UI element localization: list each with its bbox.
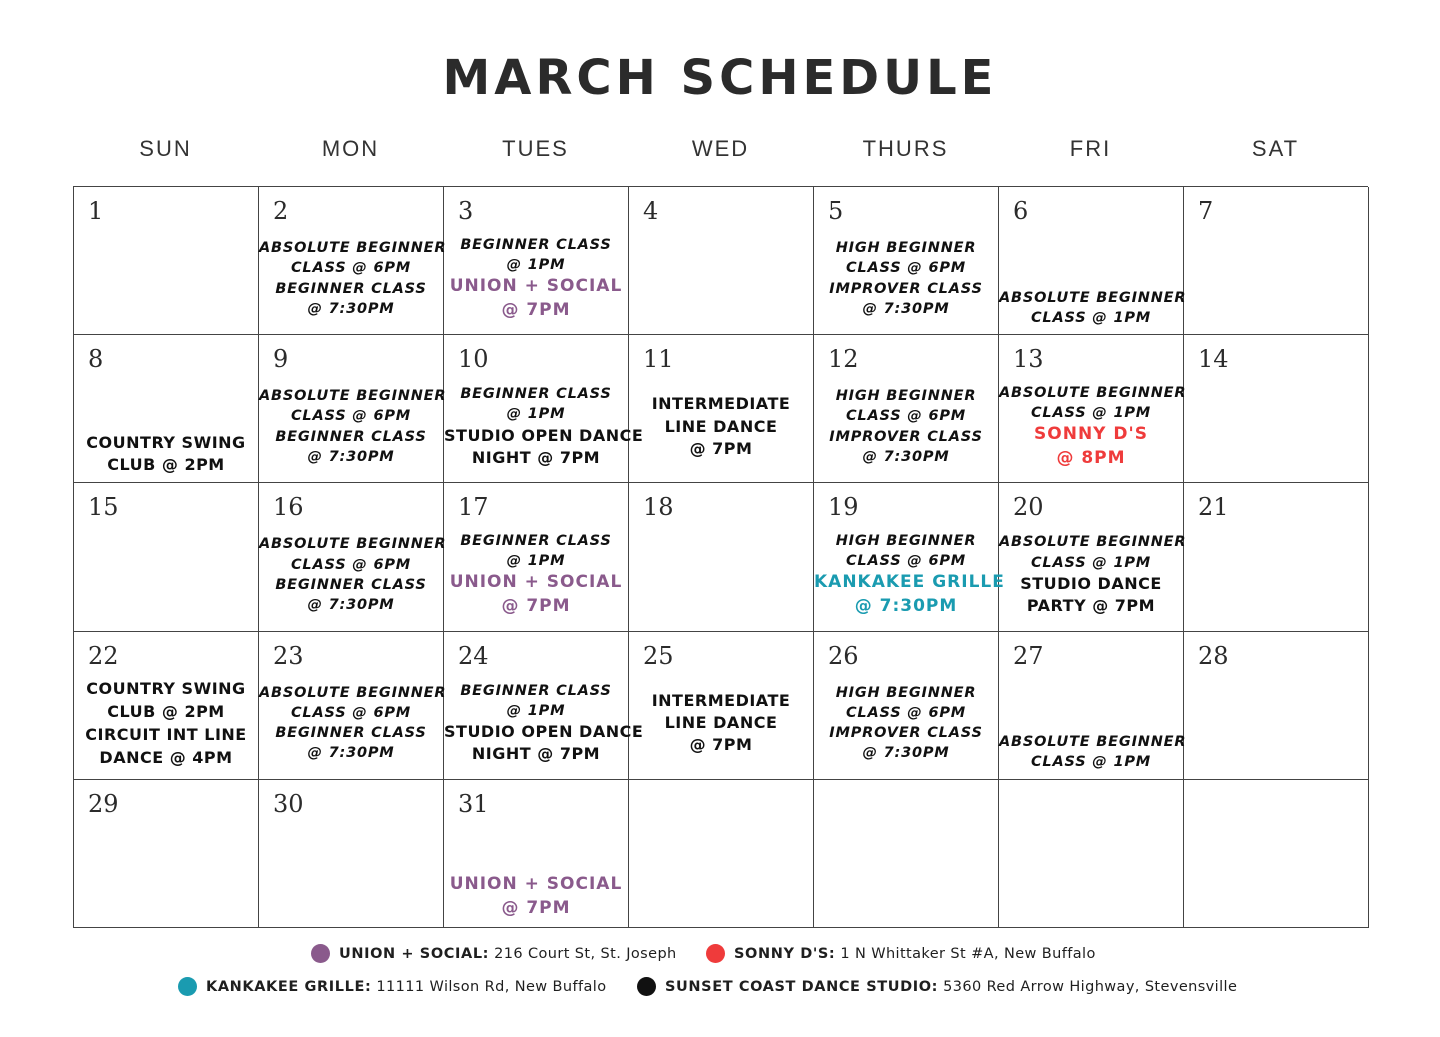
event-text-line: IMPROVER CLASS <box>829 725 983 742</box>
event-studio <box>74 677 258 770</box>
legend-venue-address: 1 N Whittaker St #A, New Buffalo <box>840 945 1096 962</box>
event-text-line: @ 7PM <box>501 898 571 919</box>
event-text-line: CLASS @ 6PM <box>290 260 411 277</box>
event-text-line: UNION + SOCIAL <box>449 572 623 593</box>
event-text-line: CLASS @ 6PM <box>845 704 966 721</box>
day-cell-17 <box>444 483 629 631</box>
day-events <box>444 223 628 334</box>
dow-sun: SUN <box>139 136 192 161</box>
day-events <box>74 519 258 630</box>
dow-fri: FRI <box>1069 136 1112 161</box>
day-events <box>1184 668 1368 779</box>
event-studio <box>999 732 1187 773</box>
event-studio <box>74 432 258 477</box>
day-events <box>74 371 258 482</box>
event-text-line: PARTY @ 7PM <box>1026 596 1156 616</box>
legend-item-studio <box>637 977 1237 996</box>
union-dot-icon <box>311 944 330 963</box>
legend-venue-name: KANKAKEE GRILLE: <box>206 978 372 995</box>
dow-tues: TUES <box>502 136 569 161</box>
day-number: 3 <box>458 197 474 225</box>
event-studio <box>999 288 1187 329</box>
day-of-week-header <box>73 136 1368 166</box>
day-number: 20 <box>1013 493 1044 522</box>
event-studio <box>814 386 998 467</box>
event-text-line: ABSOLUTE BEGINNER <box>259 684 447 701</box>
day-cell-20 <box>999 483 1187 631</box>
day-cell-12 <box>814 335 999 483</box>
event-text-line: BEGINNER CLASS <box>460 682 612 699</box>
legend-venue-name: SONNY D'S: <box>734 945 836 962</box>
day-events <box>444 816 628 927</box>
event-text-line: COUNTRY SWING <box>86 432 246 452</box>
event-studio <box>814 531 998 572</box>
day-cell-26 <box>814 632 999 780</box>
day-events <box>999 816 1183 927</box>
day-number: 31 <box>458 789 489 818</box>
day-cell-24 <box>444 632 644 780</box>
event-text-line: INTERMEDIATE <box>651 394 791 414</box>
day-number: 19 <box>828 493 859 522</box>
event-text-line: BEGINNER CLASS <box>460 532 612 549</box>
day-events <box>629 816 813 927</box>
event-union <box>444 275 628 323</box>
day-events <box>814 816 998 927</box>
event-text-line: STUDIO OPEN DANCE <box>444 722 644 742</box>
day-number: 30 <box>273 789 304 818</box>
event-text-line: ABSOLUTE BEGINNER <box>999 734 1187 751</box>
event-text-line: LINE DANCE <box>664 416 778 436</box>
legend-item-sonny <box>706 944 1096 963</box>
day-number: 12 <box>828 345 859 374</box>
day-events <box>1184 519 1368 630</box>
dow-sat: SAT <box>1251 136 1300 161</box>
day-events <box>629 519 813 630</box>
day-events <box>259 371 447 482</box>
day-cell-11 <box>629 335 814 483</box>
event-text-line: BEGINNER CLASS <box>460 236 612 253</box>
event-text-line: CLASS @ 1PM <box>1030 554 1151 571</box>
day-number: 9 <box>273 345 289 374</box>
event-text-line: ABSOLUTE BEGINNER <box>999 289 1187 306</box>
day-number: 10 <box>458 345 489 374</box>
day-number: 26 <box>828 641 859 670</box>
day-cell-7 <box>1184 187 1369 335</box>
event-text-line: @ 7:30PM <box>307 597 395 614</box>
day-cell-19 <box>814 483 1005 631</box>
day-events <box>814 371 998 482</box>
page-title: MARCH SCHEDULE <box>442 50 998 106</box>
day-cell-28 <box>1184 632 1369 780</box>
kankakee-dot-icon <box>178 977 197 996</box>
event-text-line: CLASS @ 6PM <box>845 553 966 570</box>
event-studio <box>444 721 644 766</box>
legend-item-union <box>311 944 677 963</box>
event-text-line: DANCE @ 4PM <box>99 748 233 768</box>
event-text-line: @ 7:30PM <box>862 745 950 762</box>
day-number: 6 <box>1013 197 1029 225</box>
sonny-dot-icon <box>706 944 725 963</box>
event-text-line: HIGH BEGINNER <box>835 388 977 405</box>
event-text-line: ABSOLUTE BEGINNER <box>999 534 1187 551</box>
event-studio <box>814 238 998 319</box>
day-events <box>444 371 644 482</box>
event-text-line: KANKAKEE GRILLE <box>814 572 1005 593</box>
event-text-line: STUDIO DANCE <box>1020 573 1162 593</box>
event-text-line: CLASS @ 6PM <box>845 260 966 277</box>
event-text-line: @ 7:30PM <box>307 449 395 466</box>
day-number: 29 <box>88 789 119 818</box>
event-text-line: CLASS @ 6PM <box>845 408 966 425</box>
event-text-line: IMPROVER CLASS <box>829 428 983 445</box>
day-cell-30 <box>259 780 444 928</box>
event-text-line: BEGINNER CLASS <box>460 386 612 403</box>
event-studio <box>259 238 447 319</box>
event-text-line: @ 8PM <box>1056 448 1126 469</box>
legend-venue-address: 5360 Red Arrow Highway, Stevensville <box>943 978 1238 995</box>
event-text-line: COUNTRY SWING <box>86 678 246 698</box>
day-number: 7 <box>1198 197 1214 225</box>
day-events <box>259 668 447 779</box>
event-text-line: NIGHT @ 7PM <box>471 448 601 468</box>
event-text-line: @ 7PM <box>689 735 753 755</box>
day-events <box>1184 816 1368 927</box>
day-number: 16 <box>273 493 304 522</box>
event-text-line: CLASS @ 1PM <box>1030 754 1151 771</box>
day-number: 8 <box>88 345 104 374</box>
event-text-line: ABSOLUTE BEGINNER <box>259 536 447 553</box>
day-events <box>1184 223 1368 334</box>
dow-thurs: THURS <box>862 136 949 161</box>
legend-venue-address: 11111 Wilson Rd, New Buffalo <box>376 978 607 995</box>
day-cell-22 <box>74 632 259 780</box>
event-studio <box>999 573 1183 618</box>
event-text-line: BEGINNER CLASS <box>275 280 427 297</box>
event-text-line: UNION + SOCIAL <box>449 276 623 297</box>
day-cell-31 <box>444 780 629 928</box>
event-text-line: HIGH BEGINNER <box>835 532 977 549</box>
studio-dot-icon <box>637 977 656 996</box>
event-studio <box>629 690 813 757</box>
day-events <box>999 223 1187 334</box>
day-events <box>74 816 258 927</box>
event-text-line: @ 7PM <box>689 438 753 458</box>
event-text-line: @ 7:30PM <box>854 596 958 617</box>
day-cell-13 <box>999 335 1187 483</box>
day-number: 22 <box>88 641 119 670</box>
event-text-line: LINE DANCE <box>664 712 778 732</box>
day-number: 13 <box>1013 345 1044 374</box>
day-cell-8 <box>74 335 259 483</box>
event-text-line: @ 7:30PM <box>307 300 395 317</box>
event-text-line: CLASS @ 6PM <box>290 556 411 573</box>
event-text-line: @ 1PM <box>506 702 566 719</box>
event-text-line: ABSOLUTE BEGINNER <box>259 388 447 405</box>
event-text-line: @ 7PM <box>501 596 571 617</box>
event-studio <box>444 235 628 276</box>
day-events <box>999 519 1187 630</box>
day-cell-15 <box>74 483 259 631</box>
event-text-line: IMPROVER CLASS <box>829 280 983 297</box>
event-text-line: SONNY D'S <box>1034 424 1148 445</box>
empty-day-cell <box>814 780 999 928</box>
day-number: 28 <box>1198 641 1229 670</box>
event-text-line: ABSOLUTE BEGINNER <box>259 240 447 256</box>
event-studio <box>999 532 1187 573</box>
day-events <box>629 371 813 482</box>
event-text-line: @ 7:30PM <box>862 300 950 317</box>
legend-item-kankakee <box>178 977 607 996</box>
day-cell-16 <box>259 483 447 631</box>
empty-day-cell <box>629 780 814 928</box>
event-studio <box>999 383 1187 424</box>
day-events <box>74 223 258 334</box>
event-kankakee <box>814 571 1005 619</box>
legend-venue-name: UNION + SOCIAL: <box>339 945 490 962</box>
event-text-line: NIGHT @ 7PM <box>471 744 601 764</box>
day-number: 17 <box>458 493 489 522</box>
event-text-line: BEGINNER CLASS <box>275 428 427 445</box>
event-text-line: UNION + SOCIAL <box>449 874 623 895</box>
dow-mon: MON <box>321 136 380 161</box>
day-number: 27 <box>1013 641 1044 670</box>
day-cell-10 <box>444 335 644 483</box>
day-cell-4 <box>629 187 814 335</box>
day-events <box>444 668 644 779</box>
event-studio <box>444 384 628 425</box>
event-text-line: CLUB @ 2PM <box>107 702 225 721</box>
event-studio <box>444 681 628 722</box>
day-number: 2 <box>273 197 289 225</box>
day-number: 25 <box>643 641 674 670</box>
day-events <box>259 816 443 927</box>
day-events <box>629 668 813 779</box>
event-text-line: BEGINNER CLASS <box>275 576 427 593</box>
day-events <box>814 519 1005 630</box>
day-number: 21 <box>1198 493 1229 522</box>
event-text-line: BEGINNER CLASS <box>275 725 427 742</box>
event-text-line: HIGH BEGINNER <box>835 684 977 701</box>
day-cell-23 <box>259 632 447 780</box>
event-text-line: @ 1PM <box>506 553 566 570</box>
day-events <box>814 668 998 779</box>
event-text-line: @ 7PM <box>501 299 571 320</box>
event-text-line: HIGH BEGINNER <box>835 240 977 256</box>
event-text-line: STUDIO OPEN DANCE <box>444 425 644 445</box>
empty-day-cell <box>999 780 1184 928</box>
day-events <box>999 668 1187 779</box>
event-text-line: @ 7:30PM <box>862 449 950 466</box>
day-number: 18 <box>643 493 674 522</box>
day-number: 14 <box>1198 345 1229 374</box>
event-text-line: @ 7:30PM <box>307 745 395 762</box>
day-cell-5 <box>814 187 999 335</box>
calendar-grid <box>73 186 1368 928</box>
event-studio <box>259 386 447 467</box>
event-studio <box>444 531 628 572</box>
event-text-line: CLASS @ 1PM <box>1030 309 1151 326</box>
day-events <box>259 519 447 630</box>
day-events <box>814 223 998 334</box>
day-events <box>444 519 628 630</box>
day-events <box>999 371 1187 482</box>
day-cell-21 <box>1184 483 1369 631</box>
dow-wed: WED <box>691 136 750 161</box>
day-number: 24 <box>458 641 489 670</box>
event-text-line: CIRCUIT INT LINE <box>85 725 247 745</box>
day-cell-3 <box>444 187 629 335</box>
event-studio <box>259 534 447 615</box>
event-text-line: @ 1PM <box>506 256 566 273</box>
event-studio <box>259 683 447 764</box>
event-studio <box>814 683 998 764</box>
day-cell-6 <box>999 187 1187 335</box>
legend-venue-address: 216 Court St, St. Joseph <box>494 945 677 962</box>
day-number: 4 <box>643 197 659 225</box>
event-studio <box>444 425 644 470</box>
empty-day-cell <box>1184 780 1369 928</box>
event-text-line: CLASS @ 1PM <box>1030 404 1151 421</box>
event-sonny <box>999 423 1183 471</box>
event-text-line: INTERMEDIATE <box>651 690 791 710</box>
day-cell-2 <box>259 187 447 335</box>
day-events <box>259 223 447 334</box>
day-events <box>1184 371 1368 482</box>
day-number: 1 <box>88 197 104 225</box>
day-events <box>74 668 258 779</box>
day-cell-1 <box>74 187 259 335</box>
day-cell-9 <box>259 335 447 483</box>
day-events <box>629 223 813 334</box>
day-number: 5 <box>828 197 844 225</box>
event-text-line: ABSOLUTE BEGINNER <box>999 384 1187 401</box>
day-cell-29 <box>74 780 259 928</box>
event-studio <box>629 393 813 460</box>
day-cell-25 <box>629 632 814 780</box>
event-union <box>444 571 628 619</box>
event-text-line: @ 1PM <box>506 406 566 423</box>
day-cell-14 <box>1184 335 1369 483</box>
event-text-line: CLASS @ 6PM <box>290 408 411 425</box>
event-text-line: CLASS @ 6PM <box>290 704 411 721</box>
day-number: 11 <box>643 345 674 374</box>
day-cell-27 <box>999 632 1187 780</box>
day-number: 15 <box>88 493 119 522</box>
event-union <box>444 873 628 921</box>
day-cell-18 <box>629 483 814 631</box>
legend-venue-name: SUNSET COAST DANCE STUDIO: <box>665 978 939 995</box>
event-text-line: CLUB @ 2PM <box>107 454 225 474</box>
day-number: 23 <box>273 641 304 670</box>
